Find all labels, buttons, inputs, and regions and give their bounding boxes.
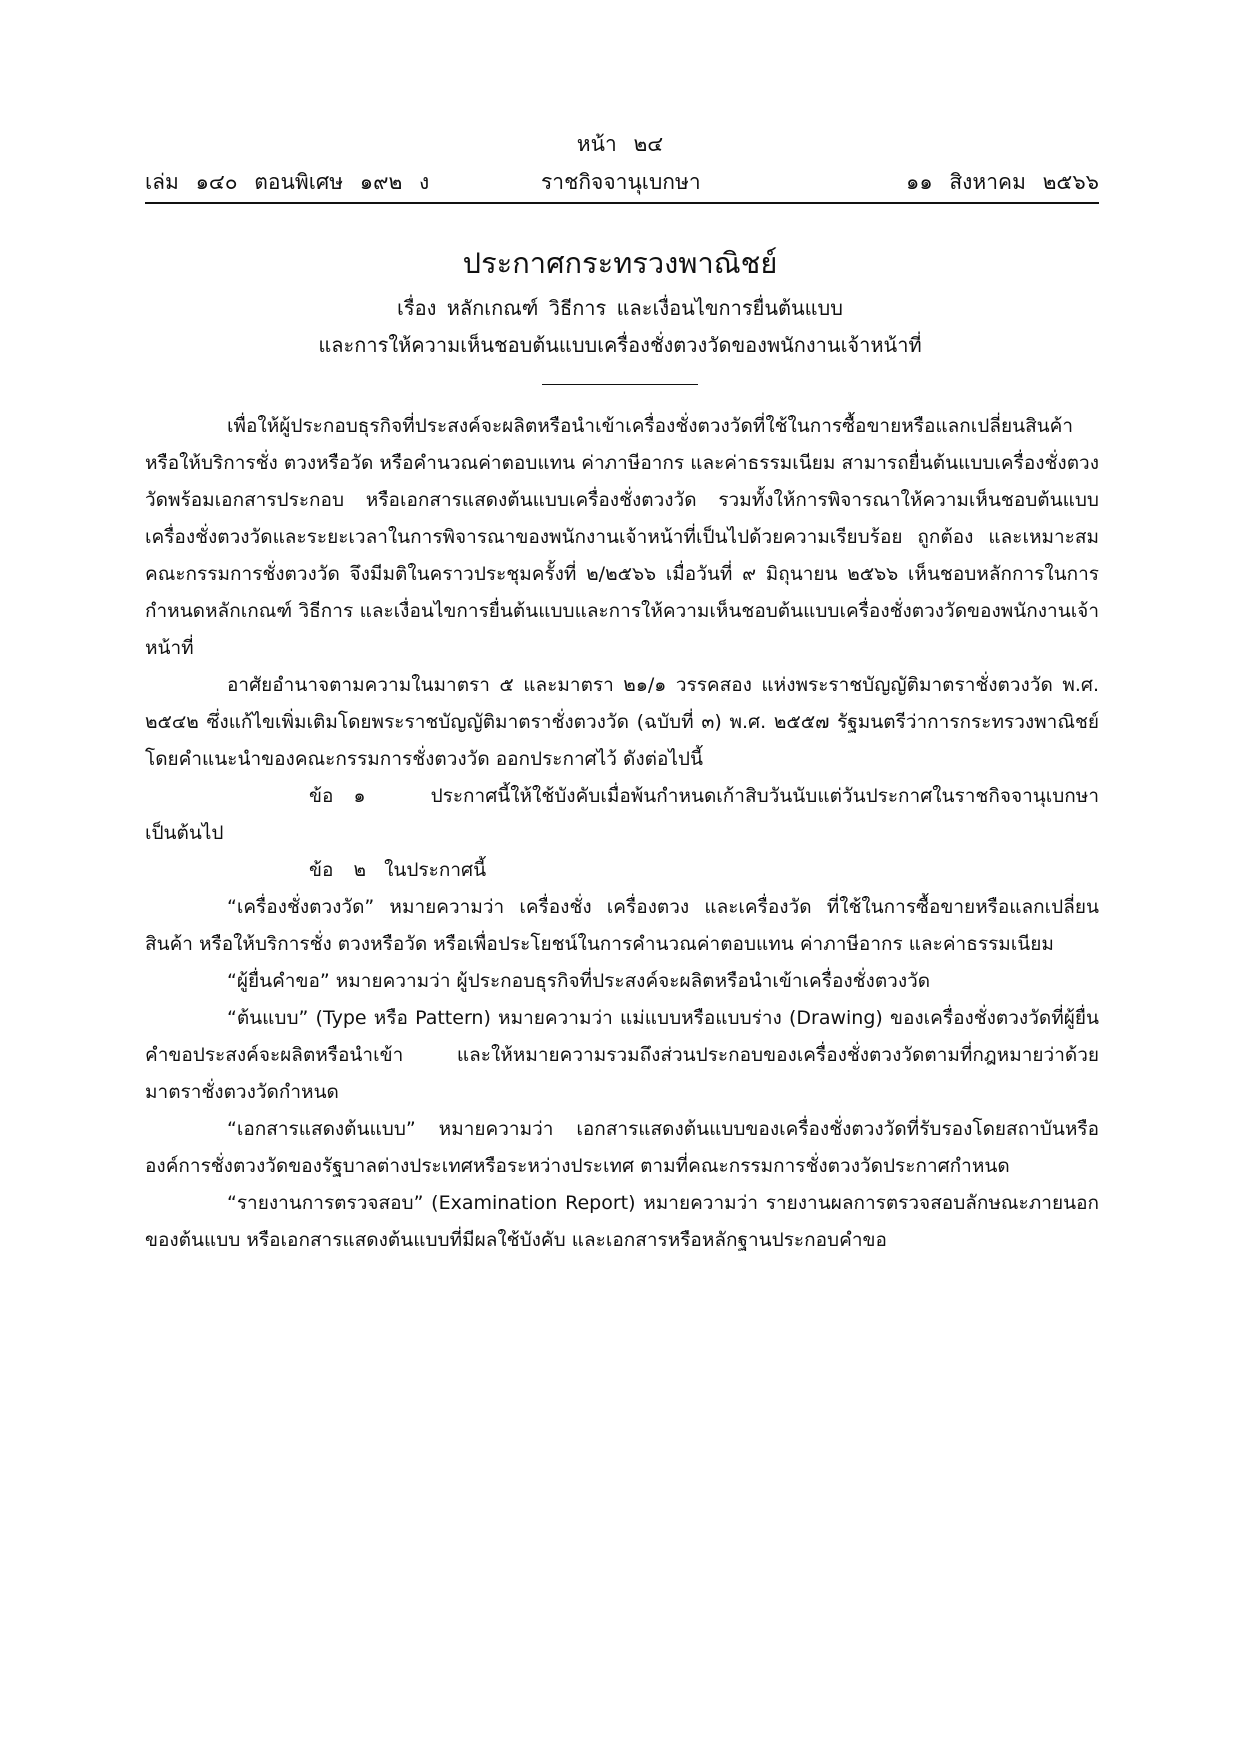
clause-2-text: ในประกาศนี้ xyxy=(384,859,487,881)
definition-applicant: “ผู้ยื่นคำขอ” หมายความว่า ผู้ประกอบธุรกิจที่ประสงค์จะผลิตหรือนำเข้าเครื่องชั่งตวงวัด xyxy=(227,970,931,992)
subject-line-2: และการให้ความเห็นชอบต้นแบบเครื่องชั่งตวงวัดของพนักงานเจ้าหน้าที่ xyxy=(318,333,922,357)
definition-examination-report: “รายงานการตรวจสอบ” (Examination Report) หมายความว่า รายงานผลการตรวจสอบลักษณะภายนอกของต้นแบบ หรือเอกสารแสดงต้นแบบที่มีผลใช้บังคับ และเอกสารหรือหลักฐานประกอบคำขอ xyxy=(145,1192,1099,1251)
clause-1-text: ประกาศนี้ให้ใช้บังคับเมื่อพ้นกำหนดเก้าสิบวันนับแต่วันประกาศในราชกิจจานุเบกษาเป็นต้นไป xyxy=(145,785,1099,844)
authority-paragraph: อาศัยอำนาจตามความในมาตรา ๕ และมาตรา ๒๑/๑ วรรคสอง แห่งพระราชบัญญัติมาตราชั่งตวงวัด พ.ศ. ๒๕๔๒ ซึ่งแก้ไขเพิ่มเติมโดยพระราชบัญญัติมาตราชั่งตวงวัด (ฉบับที่ ๓) พ.ศ. ๒๕๕๗ รัฐมนตรีว่าการกระทรวงพาณิชย์โดยคำแนะนำของคณะกรรมการชั่งตวงวัด ออกประกาศไว้ ดังต่อไปนี้ xyxy=(145,674,1099,770)
announcement-title: ประกาศกระทรวงพาณิชย์ xyxy=(462,246,778,280)
announcement-subject xyxy=(0,290,1240,364)
definition-pattern-document: “เอกสารแสดงต้นแบบ” หมายความว่า เอกสารแสดงต้นแบบของเครื่องชั่งตวงวัดที่รับรองโดยสถาบันหรือองค์การชั่งตวงวัดของรัฐบาลต่างประเทศหรือระหว่างประเทศ ตามที่คณะกรรมการชั่งตวงวัดประกาศกำหนด xyxy=(145,1118,1099,1177)
preamble-paragraph: เพื่อให้ผู้ประกอบธุรกิจที่ประสงค์จะผลิตหรือนำเข้าเครื่องชั่งตวงวัดที่ใช้ในการซื้อขายหรือแลกเปลี่ยนสินค้า หรือให้บริการชั่ง ตวงหรือวัด หรือคำนวณค่าตอบแทน ค่าภาษีอากร และค่าธรรมเนียม สามารถยื่นต้นแบบเครื่องชั่งตวงวัดพร้อมเอกสารประกอบ หรือเอกสารแสดงต้นแบบเครื่องชั่งตวงวัด รวมทั้งให้การพิจารณาให้ความเห็นชอบต้นแบบเครื่องชั่งตวงวัดและระยะเวลาในการพิจารณาของพนักงานเจ้าหน้าที่เป็นไปด้วยความเรียบร้อย ถูกต้อง และเหมาะสม คณะกรรมการชั่งตวงวัด จึงมีมติในคราวประชุมครั้งที่ ๒/๒๕๖๖ เมื่อวันที่ ๙ มิถุนายน ๒๕๖๖ เห็นชอบหลักการในการกำหนดหลักเกณฑ์ วิธีการ และเงื่อนไขการยื่นต้นแบบและการให้ความเห็นชอบต้นแบบเครื่องชั่งตวงวัดของพนักงานเจ้าหน้าที่ xyxy=(145,415,1099,659)
issue-date: ๑๑ สิงหาคม ๒๕๖๖ xyxy=(905,170,1099,194)
clause-2-label: ข้อ ๒ xyxy=(309,859,366,881)
title-divider xyxy=(542,384,698,385)
definition-type-pattern: “ต้นแบบ” (Type หรือ Pattern) หมายความว่า แม่แบบหรือแบบร่าง (Drawing) ของเครื่องชั่งตวงวัดที่ผู้ยื่นคำขอประสงค์จะผลิตหรือนำเข้า และให้หมายความรวมถึงส่วนประกอบของเครื่องชั่งตวงวัดตามที่กฎหมายว่าด้วยมาตราชั่งตวงวัดกำหนด xyxy=(145,1007,1099,1103)
subject-line-1: เรื่อง หลักเกณฑ์ วิธีการ และเงื่อนไขการยื่นต้นแบบ xyxy=(397,296,843,320)
announcement-body xyxy=(145,408,1099,1259)
page-number: หน้า ๒๔ xyxy=(576,132,664,156)
clause-2 xyxy=(145,852,1099,889)
volume-issue: เล่ม ๑๔๐ ตอนพิเศษ ๑๙๒ ง xyxy=(145,170,430,194)
clause-1 xyxy=(145,778,1099,852)
header-divider xyxy=(145,202,1099,204)
clause-1-label: ข้อ ๑ xyxy=(309,785,366,807)
definition-measuring-instrument: “เครื่องชั่งตวงวัด” หมายความว่า เครื่องชั่ง เครื่องตวง และเครื่องวัด ที่ใช้ในการซื้อขายหรือแลกเปลี่ยนสินค้า หรือให้บริการชั่ง ตวงหรือวัด หรือเพื่อประโยชน์ในการคำนวณค่าตอบแทน ค่าภาษีอากร และค่าธรรมเนียม xyxy=(145,896,1099,955)
gazette-name: ราชกิจจานุเบกษา xyxy=(541,170,701,194)
